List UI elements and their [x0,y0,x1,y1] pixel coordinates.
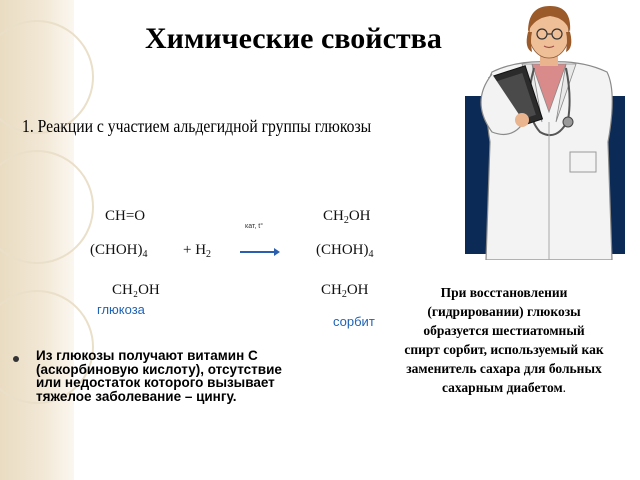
glucose-chain: $(CHOH)_4$ [90,242,148,260]
decorative-swirl [0,150,94,264]
reaction-arrow [240,247,280,257]
sorbitol-top-group: $CH_2OH$ [323,208,371,226]
catalyst-label: кат, t° [245,223,264,230]
sorbitol-bottom-group: $CH_2OH$ [321,282,369,300]
doctor-icon [462,2,637,260]
sorbitol-label: сорбит [333,314,375,329]
hydrogen-reagent: + $H_2$ [183,242,212,260]
bullet-icon [13,356,19,362]
slide-title: Химические свойства [145,22,442,55]
glucose-aldehyde-group: CH=O [105,208,146,224]
slide-subtitle: 1. Реакции с участием альдегидной группы глюкозы [22,116,372,136]
vitamin-c-note: Из глюкозы получают витамин С (аскорбиновую кислоту), отсутствие или недостаток которого вызывает тяжелое заболевание – цингу. [36,348,282,404]
decorative-left-band [0,0,74,480]
glucose-alcohol-group: CH₂OH [112,282,160,298]
sorbitol-info: При восстановлении (гидрировании) глюкозы образуется шестиатомный спирт сорбит, используемый как заменитель сахара для больных сахарным диабетом. [404,285,604,395]
glucose-label: глюкоза [97,302,145,317]
sorbitol-chain: $(CHOH)_4$ [316,242,374,260]
